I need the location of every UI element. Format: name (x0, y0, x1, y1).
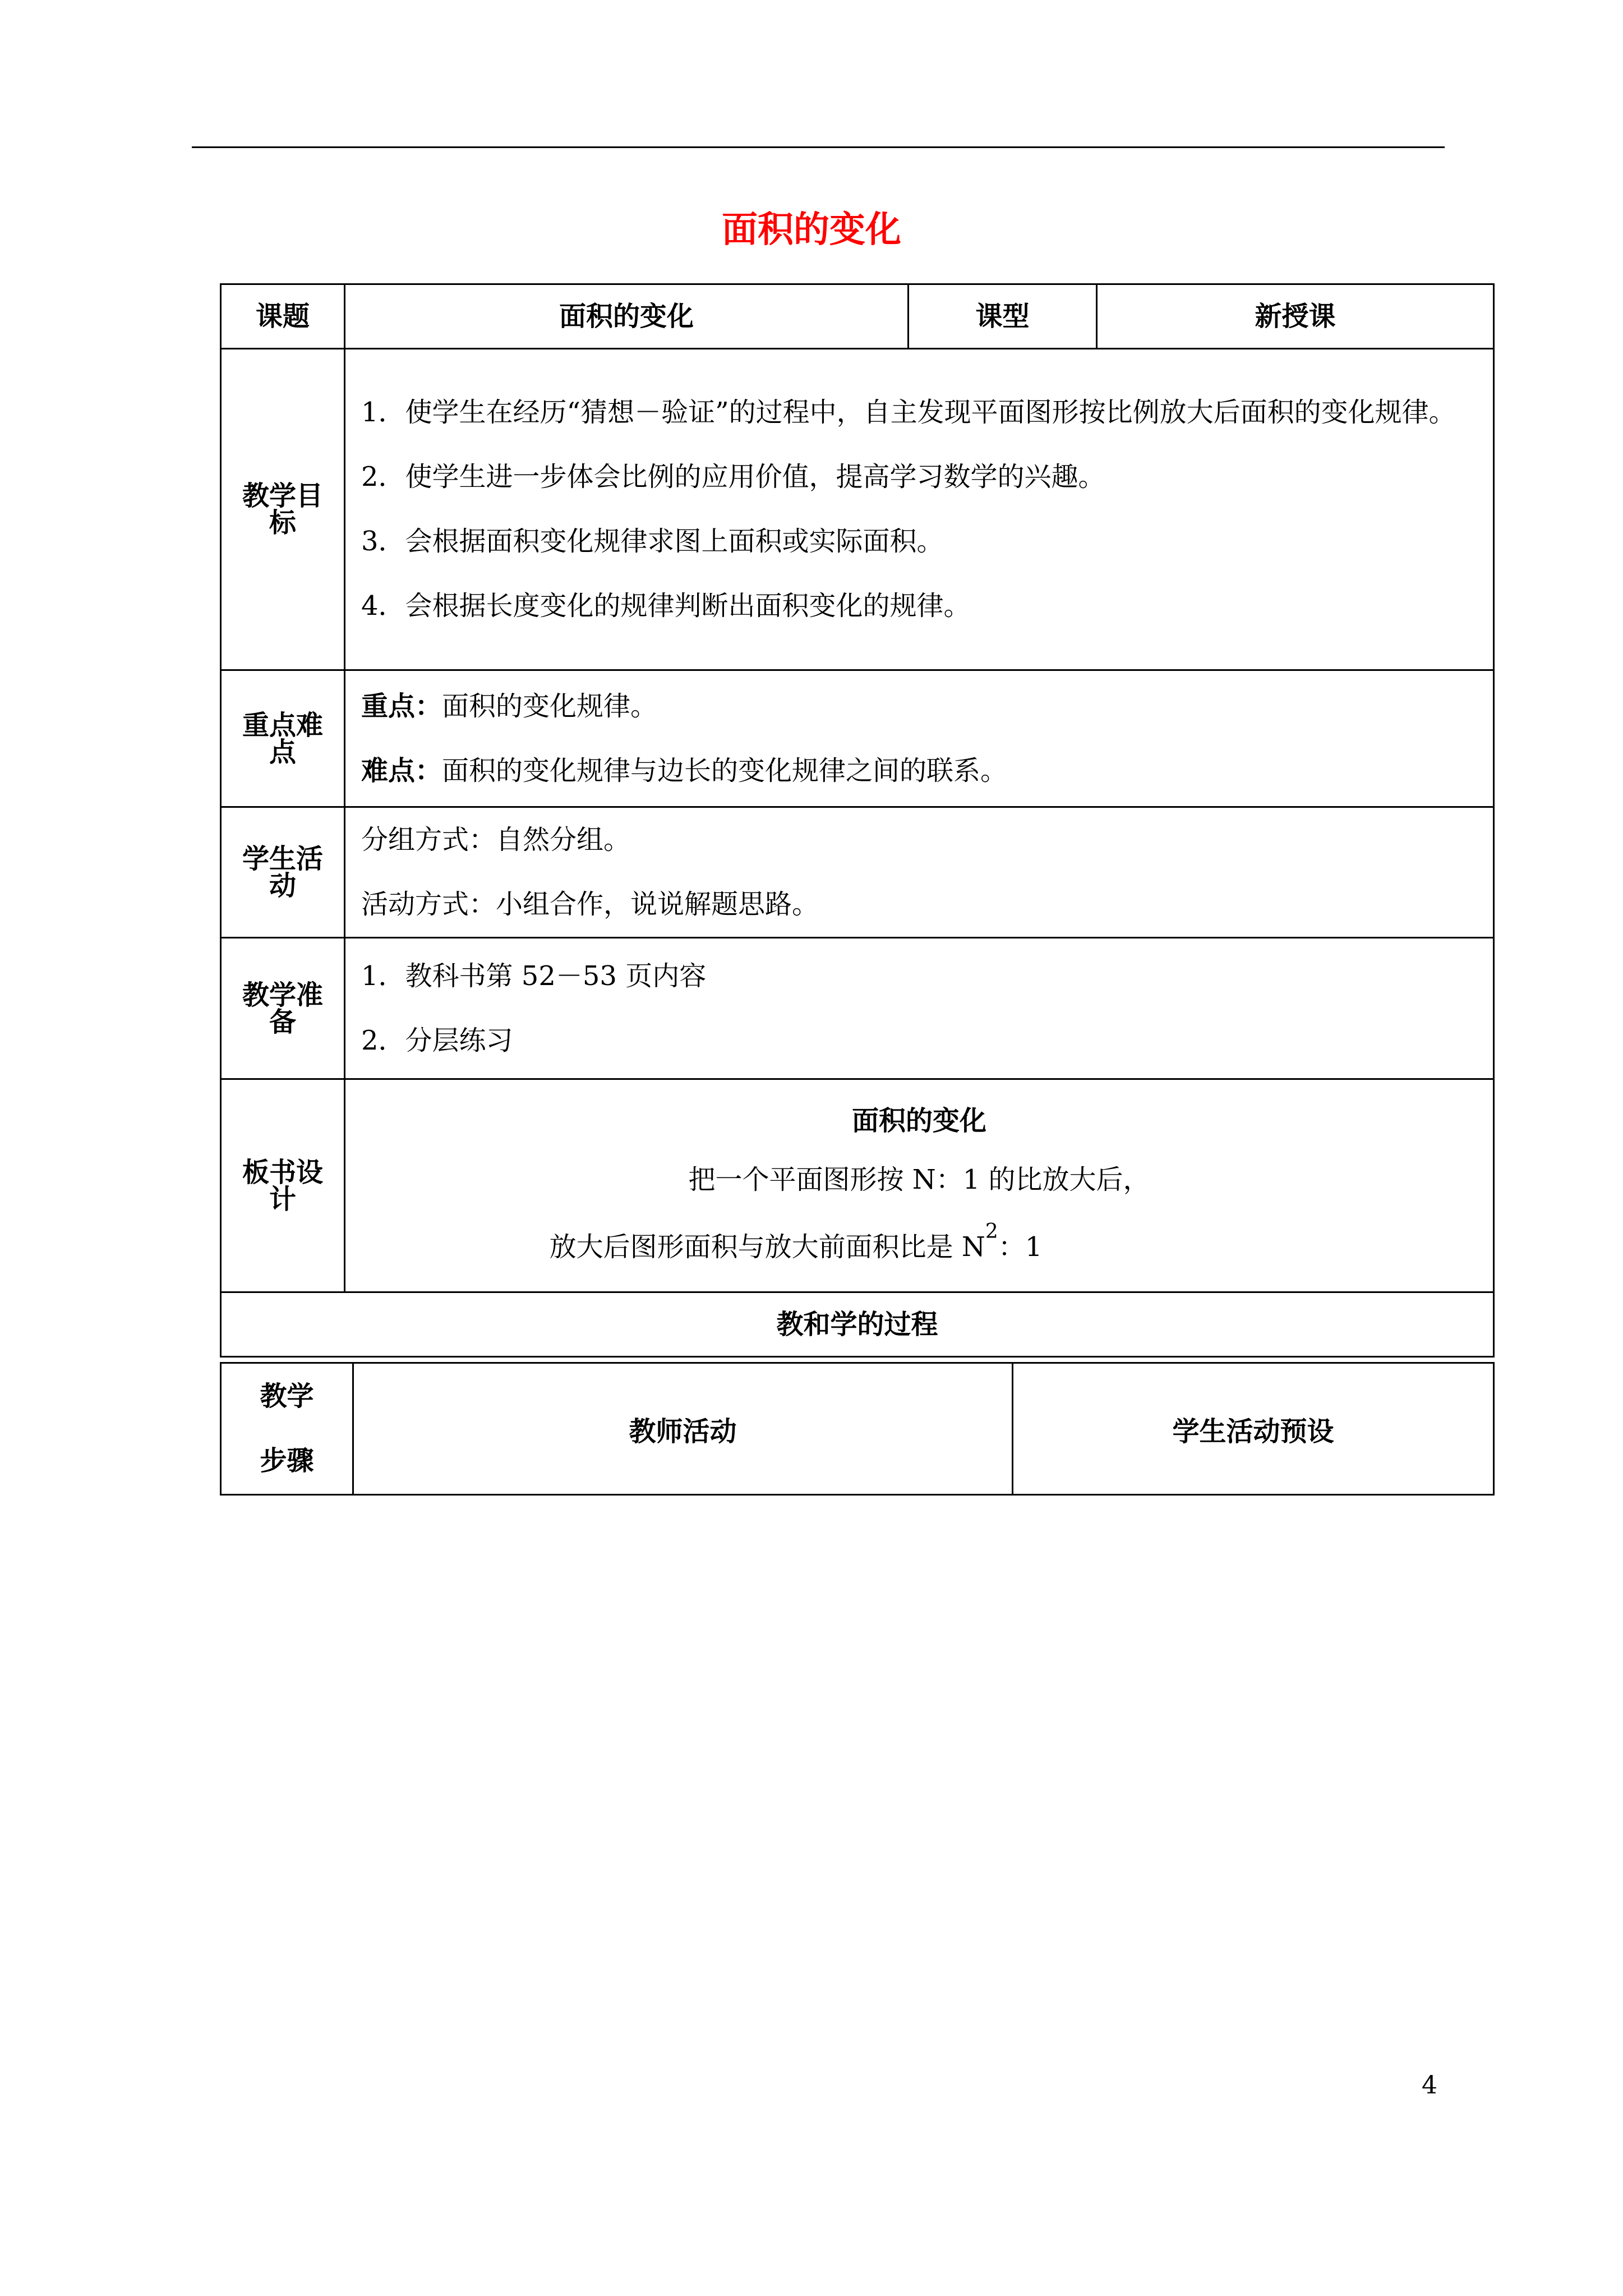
process-columns-row (221, 1363, 1494, 1495)
page-title: 面积的变化 (722, 209, 901, 251)
board-row (221, 1079, 1494, 1292)
key-point-text: 面积的变化规律。 (442, 690, 658, 722)
objective-item: 3．会根据面积变化规律求图上面积或实际面积。 (361, 526, 944, 557)
key-point-label: 重点： (361, 690, 442, 722)
info-row (221, 284, 1494, 349)
activity-item: 分组方式：自然分组。 (361, 824, 631, 855)
student-activity-header: 学生活动预设 (1013, 1363, 1494, 1495)
board-label: 板书设 计 (221, 1079, 345, 1292)
board-content (345, 1079, 1494, 1292)
process-header-row (221, 1292, 1494, 1357)
difficult-point-label: 难点： (361, 754, 442, 786)
activities-row (221, 807, 1494, 938)
type-value: 新授课 (1097, 284, 1494, 349)
board-line-1: 把一个平面图形按 N：1 的比放大后， (688, 1163, 1150, 1195)
activities-content (345, 807, 1494, 938)
board-title: 面积的变化 (851, 1105, 986, 1137)
teacher-activity-header: 教师活动 (353, 1363, 1013, 1495)
subject-label: 课题 (221, 284, 345, 349)
type-label: 课型 (909, 284, 1097, 349)
objectives-row (221, 349, 1494, 670)
objective-item: 2．使学生进一步体会比例的应用价值，提高学习数学的兴趣。 (361, 461, 1105, 493)
exponent: 2 (985, 1220, 998, 1243)
key-points-row (221, 670, 1494, 807)
process-columns-table (220, 1362, 1495, 1496)
header-rule (192, 146, 1445, 148)
preparation-row (221, 938, 1494, 1079)
board-line-2: 放大后图形面积与放大前面积比是 $N^2$：1 (549, 1220, 1043, 1263)
step-label: 教学 步骤 (221, 1363, 353, 1495)
preparation-label: 教学准 备 (221, 938, 345, 1079)
key-points-label: 重点难 点 (221, 670, 345, 807)
key-points-content (345, 670, 1494, 807)
preparation-content (345, 938, 1494, 1079)
difficult-point-text: 面积的变化规律与边长的变化规律之间的联系。 (442, 754, 1008, 786)
activities-label: 学生活 动 (221, 807, 345, 938)
objectives-label: 教学目 标 (221, 349, 345, 670)
activity-item: 活动方式：小组合作，说说解题思路。 (361, 889, 819, 920)
preparation-item: 2．分层练习 (361, 1024, 513, 1056)
objective-item: 4．会根据长度变化的规律判断出面积变化的规律。 (361, 590, 971, 622)
objective-item: 1．使学生在经历“猜想－验证”的过程中，自主发现平面图形按比例放大后面积的变化规律。 (361, 397, 1456, 428)
preparation-item: 1．教科书第 52－53 页内容 (361, 960, 707, 992)
lesson-plan-table (220, 283, 1495, 1358)
subject-value: 面积的变化 (345, 284, 909, 349)
objectives-content (345, 349, 1494, 670)
process-header: 教和学的过程 (221, 1292, 1494, 1357)
page-number: 4 (1422, 2071, 1437, 2100)
